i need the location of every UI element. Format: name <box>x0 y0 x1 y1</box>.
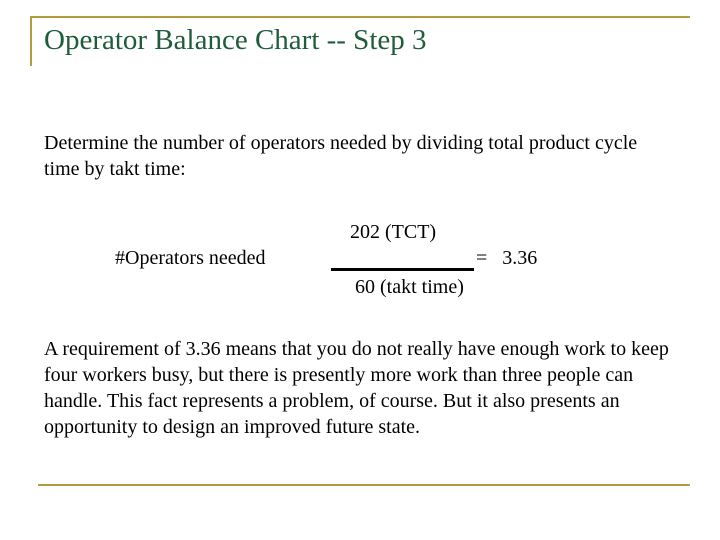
formula-result: = 3.36 <box>476 247 538 269</box>
top-rule <box>30 16 690 18</box>
intro-text: Determine the number of operators needed by dividing total product cycle time by takt time: <box>44 132 638 180</box>
left-rule <box>30 16 32 66</box>
slide-title: Operator Balance Chart -- Step 3 <box>44 24 427 56</box>
formula-numerator: 202 (TCT) <box>350 221 437 243</box>
explanation-paragraph: A requirement of 3.36 means that you do not really have enough work to keep four workers busy, but there is presently more work than three people can handle. This fact represents a problem, of course. But it also presents an opportunity to design an improved future state. <box>44 338 669 438</box>
formula-denominator: 60 (takt time) <box>355 276 464 298</box>
bottom-rule <box>38 484 690 486</box>
fraction-bar <box>331 268 474 271</box>
formula-label: #Operators needed <box>115 247 266 269</box>
